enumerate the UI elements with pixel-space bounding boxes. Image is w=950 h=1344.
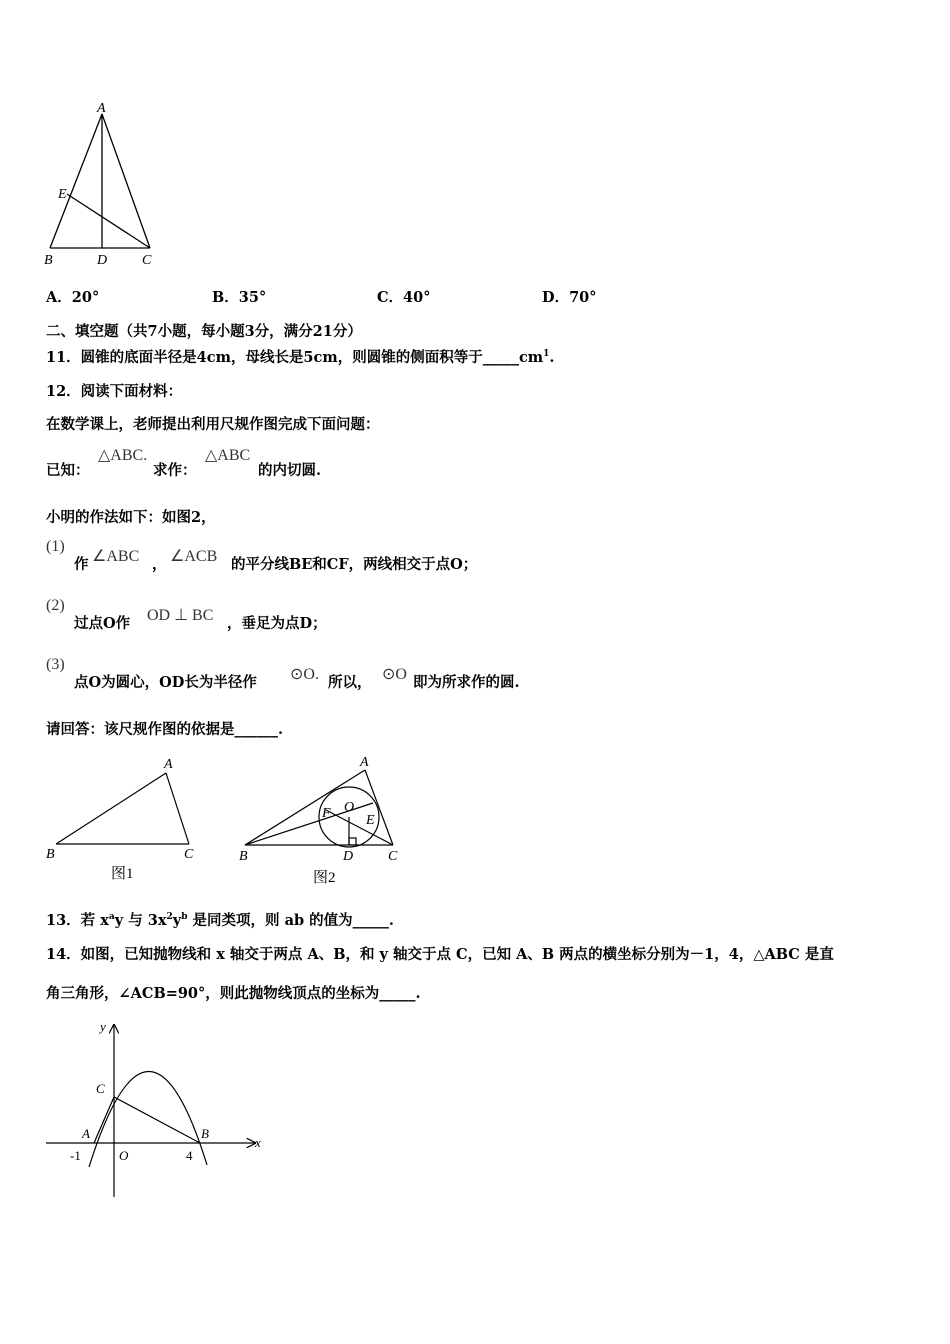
segment-ec [67,194,150,248]
step2-a: 过点O作 [74,615,131,632]
step1-number: (1) [46,538,65,555]
fig2-right-angle-mark [349,838,356,845]
fig1-side-ac [166,773,189,844]
option-a[interactable]: A．20° [46,289,100,306]
question-13: 13．若 $x^ay$ 与 $3x^2y^b$ 是同类项，则 ab 的值为_____. [46,912,394,929]
question-14-line1: 14．如图，已知抛物线和 x 轴交于两点 A、B，和 y 轴交于点 C，已知 A、B 两点的横坐标分别为－1，4，△ABC 是直 [46,946,834,963]
q12-figures [38,750,418,890]
fig1-side-ab [56,773,166,844]
label-o: O [119,1148,129,1163]
label-a: A [97,101,106,116]
step3-number: (3) [46,656,65,673]
label-y: y [100,1019,106,1034]
option-d[interactable]: D．70° [542,289,597,306]
fig1-label-c: C [184,847,194,862]
fig2-label-a: A [360,755,369,770]
label-x: x [255,1135,261,1150]
step3-c: 所以， [328,674,372,691]
fig2-side-ac [365,770,393,845]
question-14-line2: 角三角形，∠ACB=90°，则此抛物线顶点的坐标为_____. [46,985,421,1002]
question-12-ask: 请回答：该尺规作图的依据是______. [46,721,284,738]
fig1-caption: 图1 [111,866,134,882]
q10-triangle-figure [40,100,170,270]
fig2-label-o: O [344,800,355,815]
step2-number: (2) [46,597,65,614]
step2-c: ，垂足为点D； [227,615,327,632]
fig2-label-f: F [322,806,331,821]
fig2-label-d: D [343,849,354,864]
fig1-label-a: A [164,757,173,772]
option-c[interactable]: C．40° [377,289,431,306]
method-line: 小明的作法如下：如图2， [46,509,216,526]
step1-comma: ， [152,556,167,573]
label-b: B [44,253,53,268]
label-c: C [96,1081,105,1096]
label-c: C [142,253,152,268]
fig1-label-b: B [46,847,55,862]
label-e: E [58,187,67,202]
label-b: B [201,1126,209,1141]
fig2-label-b: B [239,849,248,864]
known-label: 已知： [46,462,90,479]
ask-tail: 的内切圆. [258,462,322,479]
step2-perpendicular: OD ⊥ BC [147,607,214,624]
ask-expression: △ABC [205,447,251,464]
step1-a: 作 [74,556,89,573]
fig2-label-e: E [366,813,375,828]
question-11: 11．圆锥的底面半径是4cm，母线长是5cm，则圆锥的侧面积等于$\_\_\_\_\_cm^1$. [46,349,555,366]
label-neg1: -1 [70,1148,81,1163]
q14-parabola-figure [40,1015,270,1205]
step3-circle-o-2: ⊙O [382,666,407,683]
question-12-intro: 12．阅读下面材料： [46,383,183,400]
ask-label: 求作： [153,462,197,479]
fig2-label-c: C [388,849,398,864]
label-4: 4 [186,1148,193,1163]
label-d: D [97,253,108,268]
fig2-bisector-cf [326,810,393,845]
step3-circle-o: ⊙O. [290,666,319,683]
step3-a: 点O为圆心，OD长为半径作 [74,674,257,691]
side-ab [50,114,102,248]
segment-cb [114,1097,200,1143]
side-ac [102,114,150,248]
label-a: A [82,1126,90,1141]
segment-ca [94,1097,114,1143]
step1-e: 的平分线BE和CF，两线相交于点O； [231,556,478,573]
step3-e: 即为所求作的圆. [413,674,520,691]
section-heading: 二、填空题（共7小题，每小题3分，满分21分） [46,323,362,340]
known-expression: △ABC. [98,447,148,464]
question-12-context: 在数学课上，老师提出利用尺规作图完成下面问题： [46,416,380,433]
fig2-caption: 图2 [313,870,336,886]
step1-angle-abc: ∠ABC [92,548,140,565]
option-b[interactable]: B．35° [212,289,267,306]
step1-angle-acb: ∠ACB [170,548,218,565]
